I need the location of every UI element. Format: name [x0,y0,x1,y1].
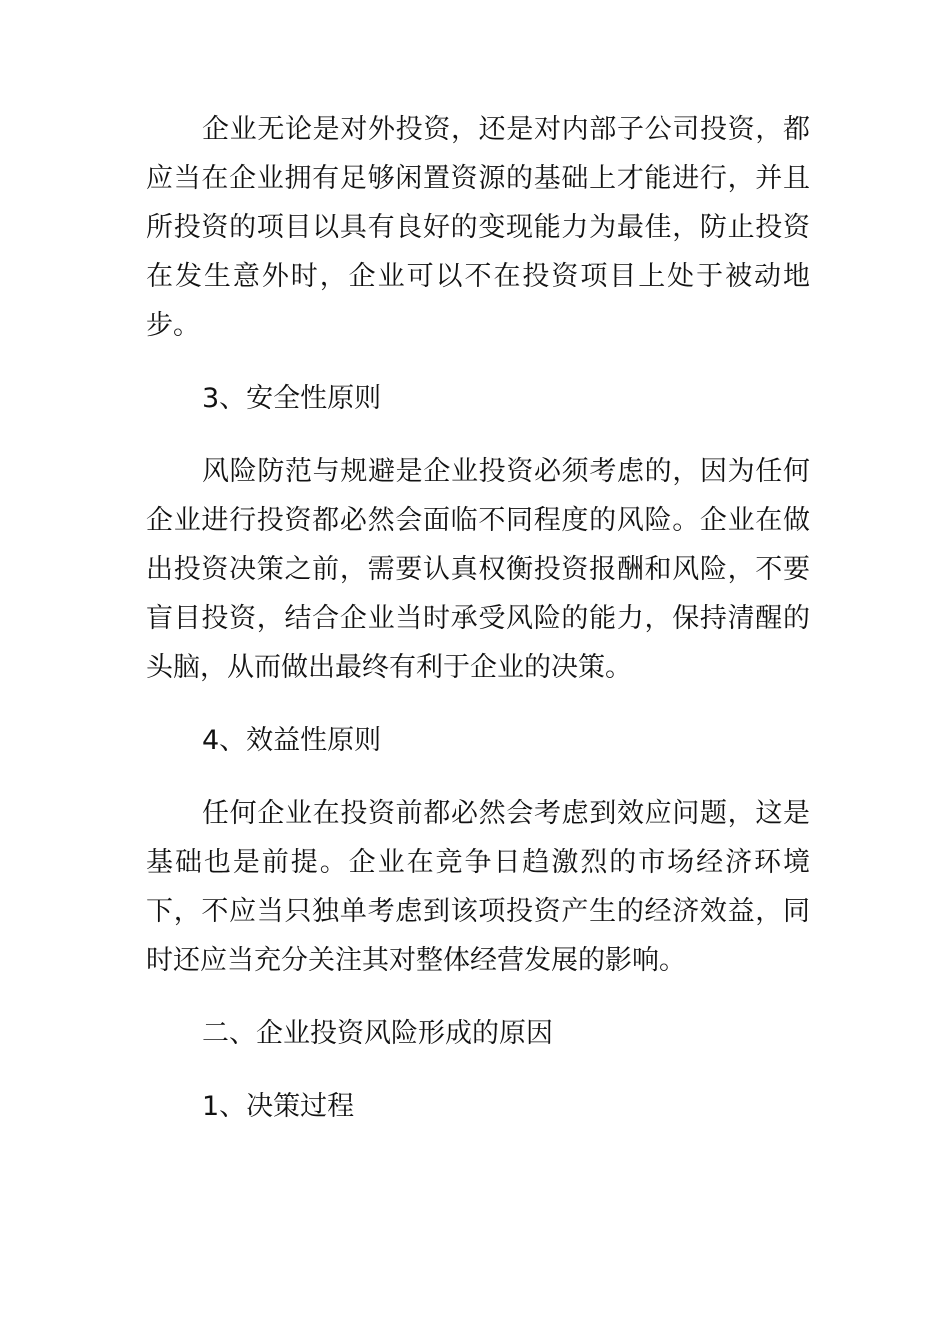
paragraph-risk-prevention: 风险防范与规避是企业投资必须考虑的，因为任何企业进行投资都必然会面临不同程度的风险。企业在做出投资决策之前，需要认真权衡投资报酬和风险，不要盲目投资，结合企业当时承受风险的能力，保持清醒的头脑，从而做出最终有利于企业的决策。 [146,456,810,683]
heading-decision-process: 1、决策过程 [202,1091,355,1122]
paragraph-investment-resources: 企业无论是对外投资，还是对内部子公司投资，都应当在企业拥有足够闲置资源的基础上才能进行，并且所投资的项目以具有良好的变现能力为最佳，防止投资在发生意外时，企业可以不在投资项目上处于被动地步。 [146,114,810,341]
document-body [146,105,810,1131]
heading-risk-causes: 二、企业投资风险形成的原因 [202,1018,553,1049]
heading-benefit-principle: 4、效益性原则 [202,725,382,756]
heading-safety-principle: 3、安全性原则 [202,383,382,414]
paragraph-benefit-consideration: 任何企业在投资前都必然会考虑到效应问题，这是基础也是前提。企业在竞争日趋激烈的市场经济环境下，不应当只独单考虑到该项投资产生的经济效益，同时还应当充分关注其对整体经营发展的影响。 [146,798,810,976]
